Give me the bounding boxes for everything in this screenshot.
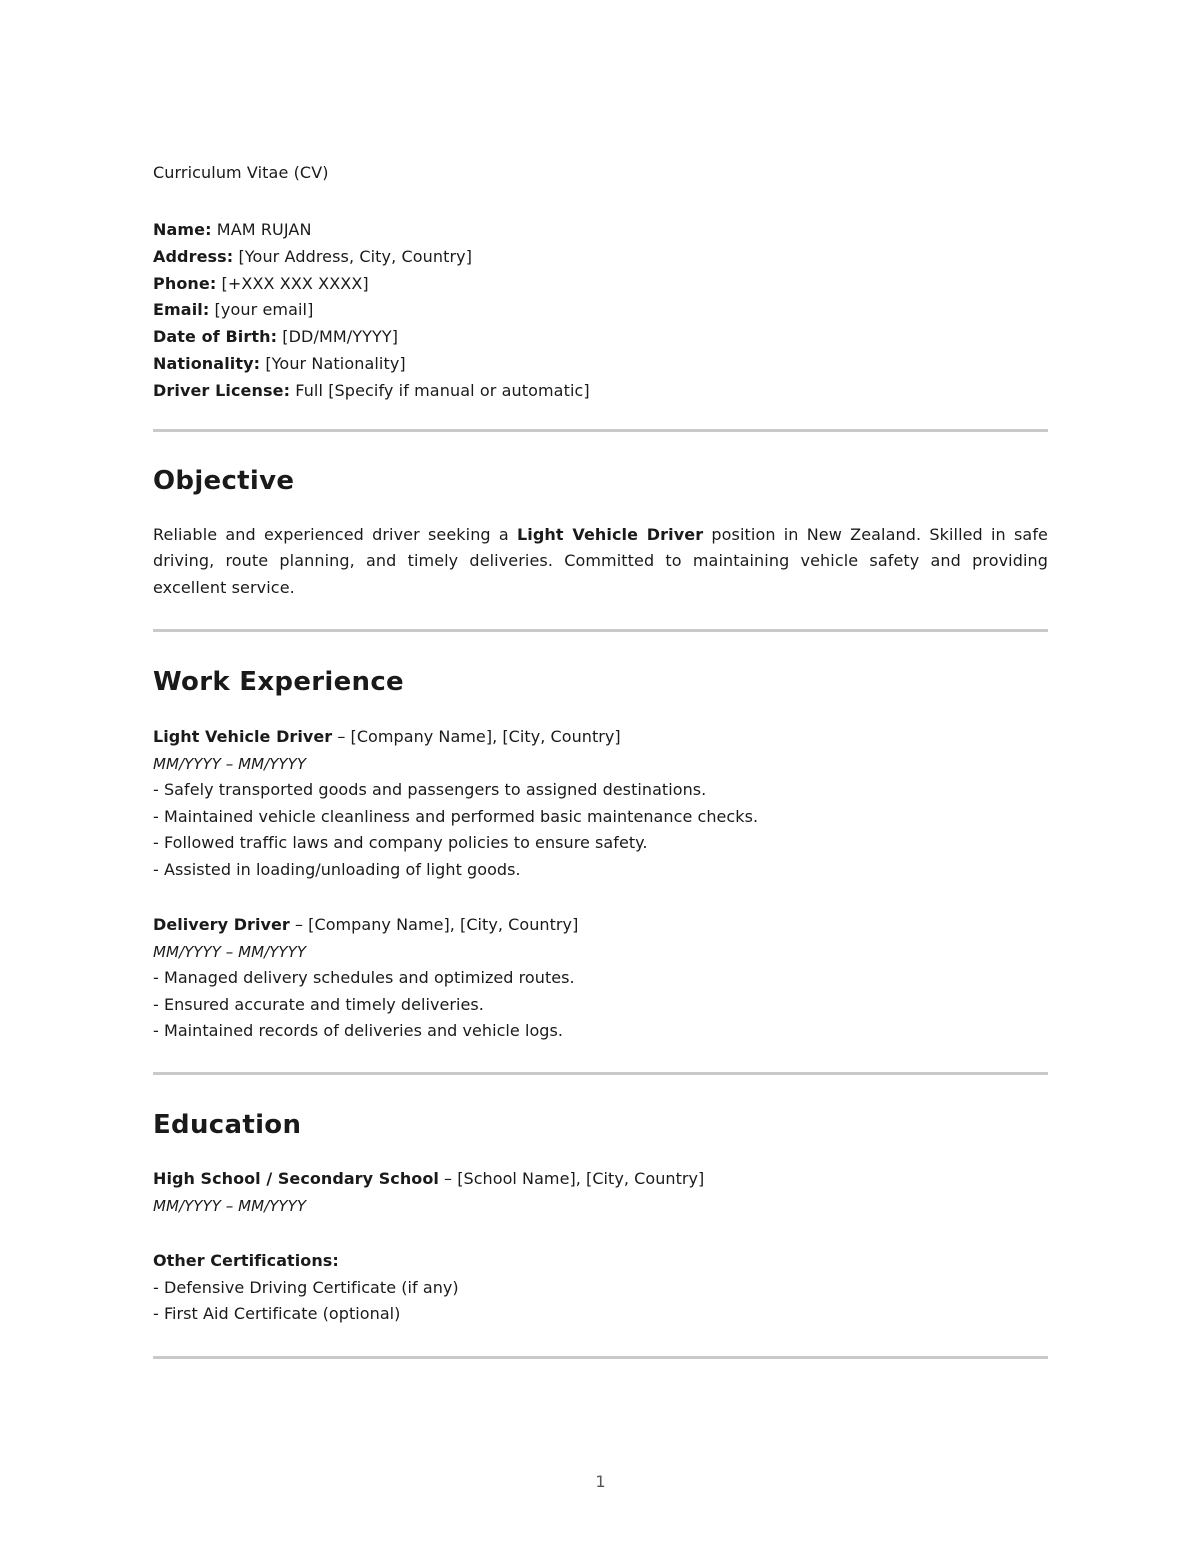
job-title: Light Vehicle Driver <box>153 727 333 746</box>
job-duty: - Ensured accurate and timely deliveries. <box>153 994 484 1014</box>
document-title: Curriculum Vitae (CV) <box>153 163 329 182</box>
info-address <box>153 244 1048 271</box>
objective-text-end: position in New Zealand. Skilled in safe driving, route planning, and timely deliveries. Committed to maintaining vehicle safety and providing excellent service. <box>153 525 1049 597</box>
objective-highlight: Light Vehicle Driver <box>516 525 704 544</box>
job-entry <box>153 912 1048 1045</box>
certification-item: - First Aid Certificate (optional) <box>153 1304 401 1324</box>
info-phone <box>153 271 1048 298</box>
job-employer: – [Company Name], [City, Country] <box>289 915 579 934</box>
certification-item: - Defensive Driving Certificate (if any) <box>153 1277 459 1297</box>
job-duty: - Maintained records of deliveries and vehicle logs. <box>153 1021 564 1041</box>
job-entry <box>153 724 1048 884</box>
job-title: Delivery Driver <box>153 915 290 934</box>
info-value: [your email] <box>209 300 314 320</box>
school-dates: MM/YYYY – MM/YYYY <box>153 1196 307 1215</box>
section-divider <box>153 1072 1048 1075</box>
objective-text <box>153 522 1048 601</box>
info-name <box>153 217 1048 244</box>
job-duty: - Safely transported goods and passengers to assigned destinations. <box>153 780 707 800</box>
job-duty: - Maintained vehicle cleanliness and performed basic maintenance checks. <box>153 806 759 826</box>
job-title-line <box>153 724 1048 751</box>
section-divider <box>153 629 1048 632</box>
job-employer: – [Company Name], [City, Country] <box>332 727 621 746</box>
job-duty: - Followed traffic laws and company policies to ensure safety. <box>153 833 648 853</box>
info-value: Full [Specify if manual or automatic] <box>290 380 590 400</box>
job-dates: MM/YYYY – MM/YYYY <box>153 754 307 773</box>
certifications-heading: Other Certifications: <box>153 1251 339 1270</box>
school-place: – [School Name], [City, Country] <box>438 1169 705 1188</box>
school-line <box>153 1166 1048 1193</box>
info-label: Address: <box>153 246 234 266</box>
info-label: Date of Birth: <box>153 327 278 347</box>
info-label: Email: <box>153 300 210 320</box>
section-divider <box>153 429 1048 432</box>
job-duty: - Managed delivery schedules and optimized routes. <box>153 968 575 988</box>
education-entry <box>153 1166 1048 1219</box>
info-driver-license <box>153 378 1048 405</box>
cv-page <box>153 0 1048 1553</box>
work-experience-heading: Work Experience <box>153 667 404 697</box>
info-value: [Your Address, City, Country] <box>233 246 473 266</box>
objective-text-start: Reliable and experienced driver seeking a <box>153 525 517 544</box>
school-title: High School / Secondary School <box>153 1169 439 1188</box>
info-email <box>153 297 1048 324</box>
info-value: [DD/MM/YYYY] <box>277 327 399 347</box>
page-number: 1 <box>595 1472 606 1491</box>
job-title-line <box>153 912 1048 939</box>
info-label: Driver License: <box>153 380 291 400</box>
objective-heading: Objective <box>153 466 295 496</box>
info-date-of-birth <box>153 324 1048 351</box>
education-heading: Education <box>153 1110 302 1140</box>
info-label: Phone: <box>153 273 217 293</box>
job-duty: - Assisted in loading/unloading of light goods. <box>153 859 521 879</box>
info-value: MAM RUJAN <box>211 220 312 239</box>
info-label: Nationality: <box>153 353 261 373</box>
info-value: [+XXX XXX XXXX] <box>216 273 369 293</box>
info-nationality <box>153 351 1048 378</box>
info-value: [Your Nationality] <box>260 353 406 373</box>
info-label: Name: <box>153 220 212 239</box>
personal-info <box>153 217 1048 405</box>
section-divider <box>153 1356 1048 1359</box>
certifications <box>153 1248 1048 1328</box>
job-dates: MM/YYYY – MM/YYYY <box>153 942 307 961</box>
